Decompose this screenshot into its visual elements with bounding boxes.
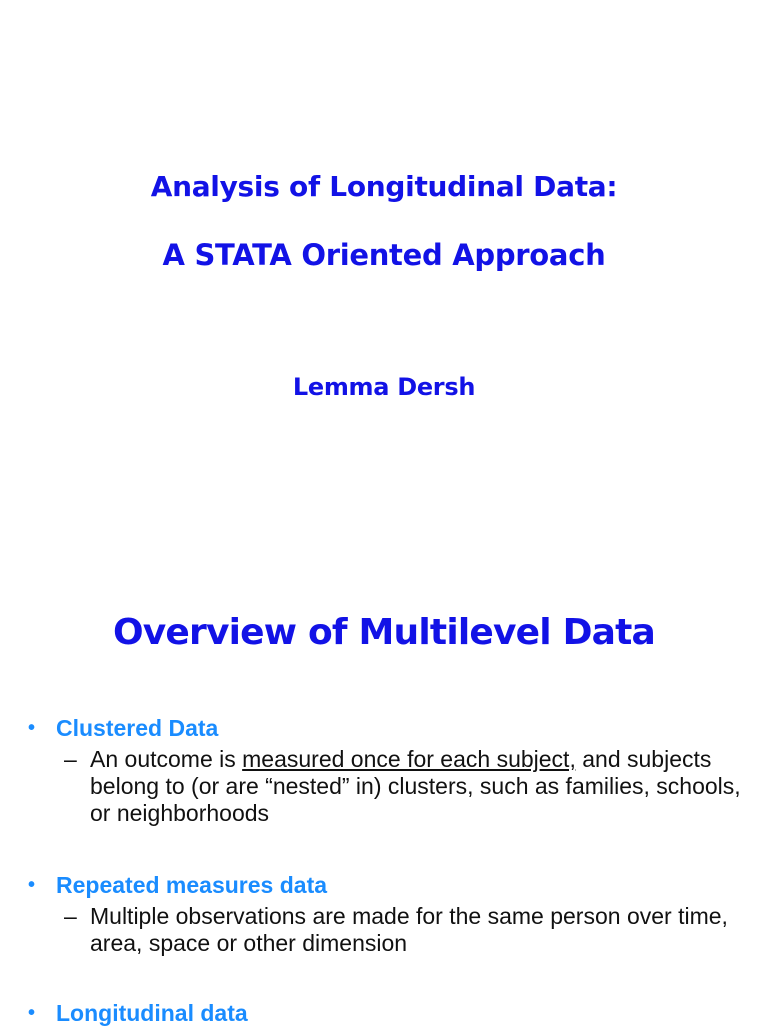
dash-icon: – [64,903,77,929]
bullet-dot-icon: • [28,1002,36,1024]
overview-slide [0,575,768,1024]
bullet-dot-icon: • [28,717,36,739]
sub-text-before: An outcome is [90,746,243,772]
bullet-heading-text: Repeated measures data [56,872,328,898]
slide-title-line-2: A STATA Oriented Approach [162,238,606,272]
sub-text-after: and subjects belong to (or are “nested” in) clusters, such as families, schools, or neighborhoods [90,746,741,826]
sub-text: Multiple observations are made for the same person over time, area, space or other dimension [90,903,728,956]
author-name: Lemma Dersh [292,373,476,401]
sub-text-underlined: measured once for each subject, [242,746,576,772]
bullet-heading-text: Clustered Data [56,715,219,741]
bullet-heading [28,871,748,899]
bullet-heading [28,714,748,742]
overview-title: Overview of Multilevel Data [112,612,656,653]
sub-point [28,903,748,957]
sub-point [28,746,748,827]
bullet-clustered-data [28,714,748,827]
bullet-repeated-measures [28,871,748,957]
slide-title-line-1: Analysis of Longitudinal Data: [150,170,618,203]
bullet-dot-icon: • [28,874,36,896]
dash-icon: – [64,746,77,772]
bullet-heading-text: Longitudinal data [56,1000,248,1026]
bullet-heading [28,999,748,1027]
bullet-longitudinal-data [28,999,748,1027]
